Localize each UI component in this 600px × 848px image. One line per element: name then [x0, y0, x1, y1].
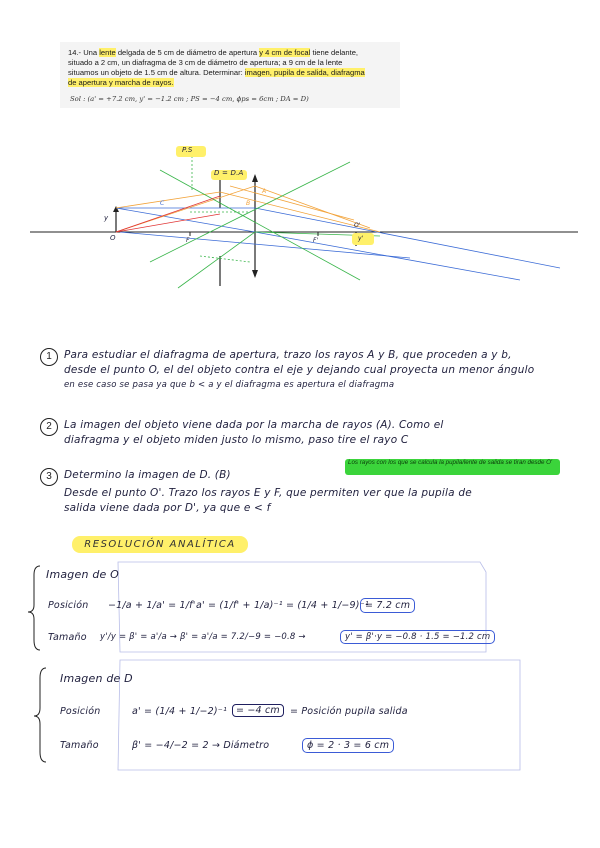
note-1-line-3: en ese caso se pasa ya que b < a y el diafragma es apertura el diafragma [64, 380, 395, 390]
lens-arrow-top [252, 174, 258, 182]
object-arrowhead [113, 206, 119, 212]
size-result: y' = β'·y = −0.8 · 1.5 = −1.2 cm [340, 630, 495, 644]
highlight-marcha: de apertura y marcha de rayos. [68, 78, 174, 87]
label-da: D = D.A [214, 169, 244, 177]
label-op: O' [354, 222, 361, 229]
note-paragraph-1 [64, 348, 564, 393]
note-3-line-3: salida viene dada por D', ya que e < f [64, 502, 271, 514]
problem-line3: situamos un objeto de 1.5 cm de altura. Determinar: [68, 68, 245, 77]
note-2-line-1: La imagen del objeto viene dada por la marcha de rayos (A). Como el [64, 419, 444, 431]
position2-label: Posición [60, 706, 101, 717]
label-fp: F' [313, 237, 319, 244]
image-d-title: Imagen de D [60, 672, 133, 685]
note-2-line-2: diafragma y el objeto miden justo lo mismo, paso tire el rayo C [64, 434, 409, 446]
note-1-line-2: desde el punto O, el del objeto contra el eje y dejando cual proyecta un menor ángulo [64, 364, 535, 376]
image-o-title: Imagen de O [46, 568, 120, 581]
size-equation: y'/y = β' = a'/a → β' = a'/a = 7.2/−9 = −0.8 → [100, 632, 306, 642]
label-ps: P.S [182, 146, 193, 154]
note-number-1: 1 [40, 348, 58, 366]
highlight-determinar: imagen, pupila de salida, diafragma [244, 68, 365, 77]
size2-result: ϕ = 2 · 3 = 6 cm [302, 738, 394, 753]
note-paragraph-3 [64, 486, 564, 516]
lens-arrow-bottom [252, 270, 258, 278]
highlight-lente: lente [99, 48, 116, 57]
label-yp: y' [358, 235, 364, 242]
size2-equation: β' = −4/−2 = 2 → Diámetro [132, 740, 270, 751]
ray-green-dashed-2 [200, 256, 250, 262]
problem-line1-start: 14.- Una [68, 48, 100, 57]
note-3-line-2: Desde el punto O'. Trazo los rayos E y F, que permiten ver que la pupila de [64, 487, 472, 499]
green-note: Los rayos con los que se calcula la pupila/lente de salida se tiran desde O' [345, 459, 560, 475]
label-b: B [246, 200, 251, 207]
position2-result: = −4 cm [232, 704, 284, 717]
position-equation-1: −1/a + 1/a' = 1/f' [108, 600, 196, 611]
ray-b-cont [255, 186, 370, 228]
note-3-line-1: Determino la imagen de D. (B) [64, 469, 231, 481]
note-paragraph-3-head [64, 468, 339, 483]
highlight-focal: y 4 cm de focal [259, 48, 311, 57]
ray-green-4 [160, 170, 360, 280]
position-equation-2: a' = (1/f' + 1/a)⁻¹ = (1/4 + 1/−9)⁻¹ [196, 600, 369, 611]
note-number-3: 3 [40, 468, 58, 486]
analytic-resolution-title: RESOLUCIÓN ANALÍTICA [72, 536, 248, 553]
label-y: y [104, 214, 109, 222]
problem-line1-end: tiene delante, [310, 48, 359, 57]
position-result: = 7.2 cm [360, 598, 415, 613]
label-a: A [262, 188, 267, 195]
note-1-line-1: Para estudiar el diafragma de apertura, trazo los rayos A y B, que proceden a y b, [64, 349, 512, 361]
ray-after-lens [255, 208, 560, 268]
note-paragraph-2 [64, 418, 564, 448]
position2-equation: a' = (1/4 + 1/−2)⁻¹ [132, 706, 228, 717]
size2-label: Tamaño [60, 740, 99, 751]
label-f: F [186, 237, 190, 244]
ray-red [116, 196, 220, 232]
note-number-2: 2 [40, 418, 58, 436]
label-c: C [160, 200, 165, 207]
problem-line2: situado a 2 cm, un diafragma de 3 cm de diámetro de apertura; a 9 cm de la lente [68, 58, 343, 67]
size-label: Tamaño [48, 632, 87, 643]
position2-text: = Posición pupila salida [290, 706, 408, 717]
solution-line: Sol : (a' = +7.2 cm, y' = −1.2 cm ; PS = −4 cm, ϕps = 6cm ; DA = D) [70, 95, 309, 103]
problem-line1-mid: delgada de 5 cm de diámetro de apertura [115, 48, 260, 57]
label-o: O [110, 234, 116, 242]
position-label: Posición [48, 600, 89, 611]
